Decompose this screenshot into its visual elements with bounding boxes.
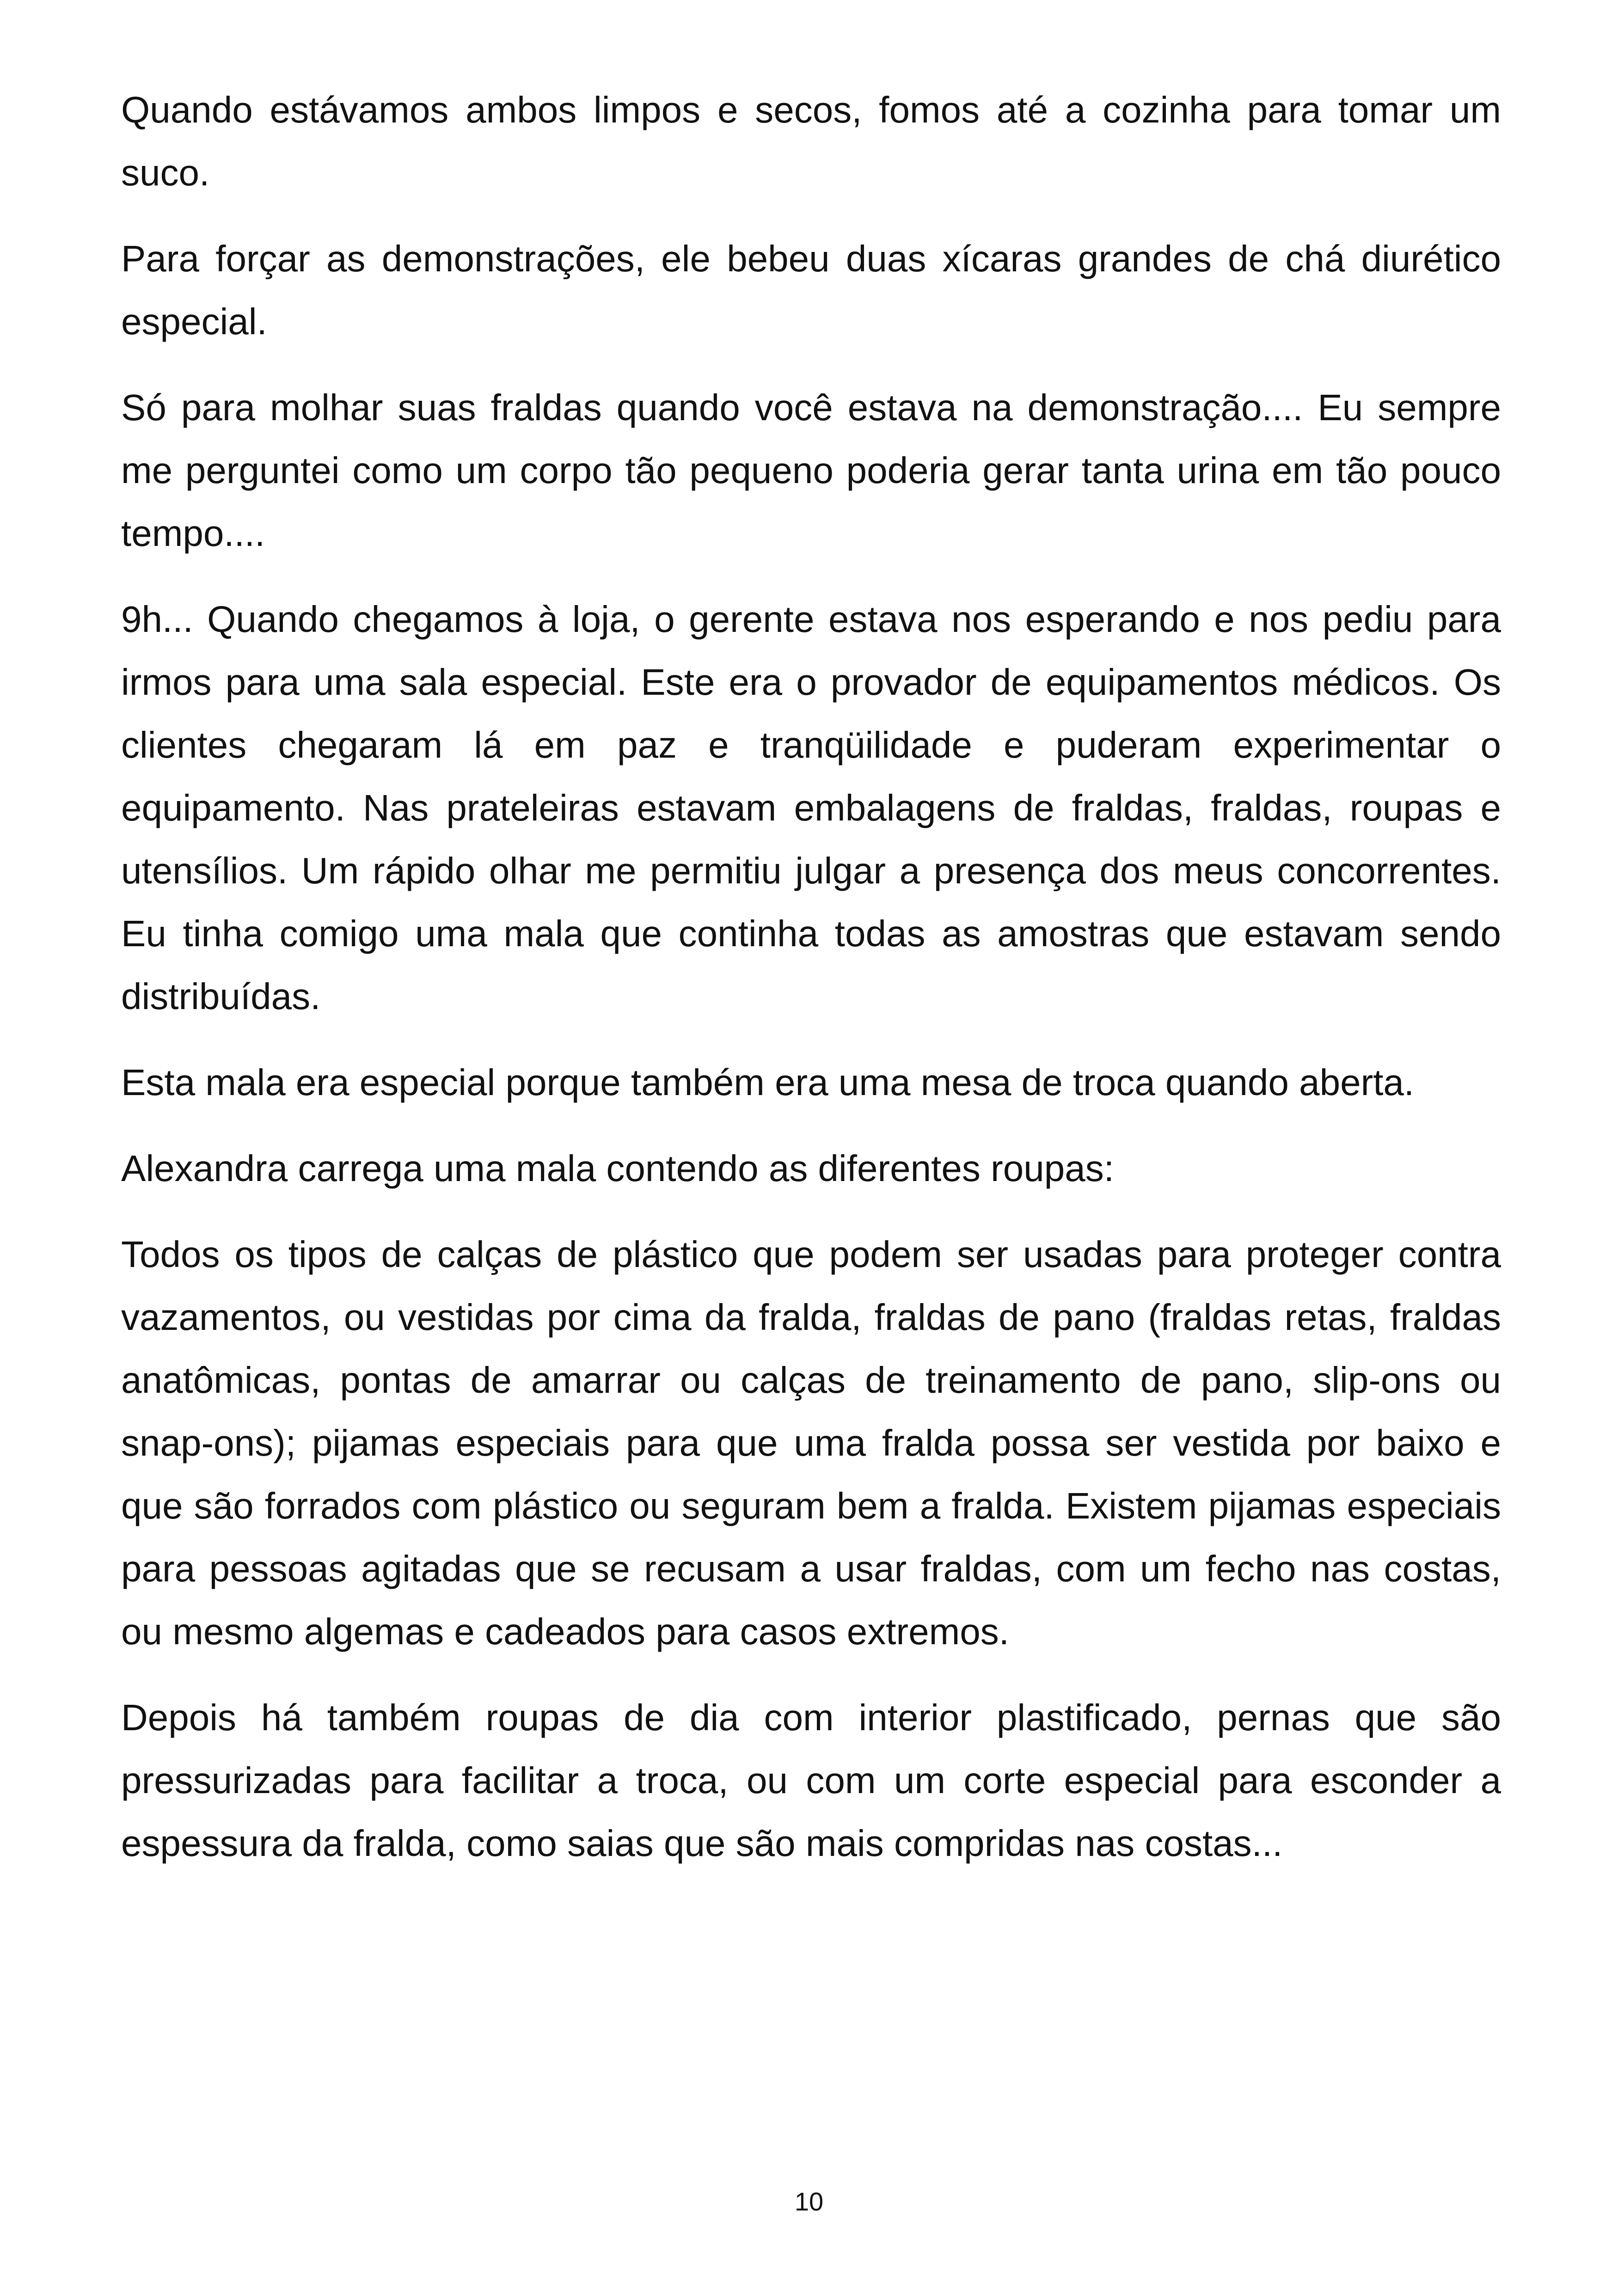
paragraph-4: 9h... Quando chegamos à loja, o gerente estava nos esperando e nos pediu para irmos para uma sala especial. Este era o provador de equipamentos médicos. Os clientes chegaram lá em paz e tranqüilidade e puderam experimentar o equipamento. Nas prateleiras estavam embalagens de fraldas, fraldas, roupas e utensílios. Um rápido olhar me permitiu julgar a presença dos meus concorrentes. Eu tinha comigo uma mala que continha todas as amostras que estavam sendo distribuídas. (121, 599, 1501, 1017)
paragraph-1: Quando estávamos ambos limpos e secos, fomos até a cozinha para tomar um suco. (121, 89, 1501, 193)
paragraph-6: Alexandra carrega uma mala contendo as diferentes roupas: (121, 1148, 1114, 1189)
body-text (121, 79, 1501, 1898)
paragraph-8: Depois há também roupas de dia com interior plastificado, pernas que são pressurizadas para facilitar a troca, ou com um corte especial para esconder a espessura da fralda, como saias que são mais compridas nas costas... (121, 1697, 1501, 1864)
paragraph-3: Só para molhar suas fraldas quando você estava na demonstração.... Eu sempre me perguntei como um corpo tão pequeno poderia gerar tanta urina em tão pouco tempo.... (121, 387, 1501, 554)
paragraph-2: Para forçar as demonstrações, ele bebeu duas xícaras grandes de chá diurético especial. (121, 238, 1501, 342)
paragraph-7: Todos os tipos de calças de plástico que podem ser usadas para proteger contra vazamentos, ou vestidas por cima da fralda, fraldas de pano (fraldas retas, fraldas anatômicas, pontas de amarrar ou calças de treinamento de pano, slip-ons ou snap-ons); pijamas especiais para que uma fralda possa ser vestida por baixo e que são forrados com plástico ou seguram bem a fralda. Existem pijamas especiais para pessoas agitadas que se recusam a usar fraldas, com um fecho nas costas, ou mesmo algemas e cadeados para casos extremos. (121, 1234, 1501, 1652)
paragraph-5: Esta mala era especial porque também era uma mesa de troca quando aberta. (121, 1062, 1415, 1103)
page-number: 10 (794, 2187, 824, 2216)
